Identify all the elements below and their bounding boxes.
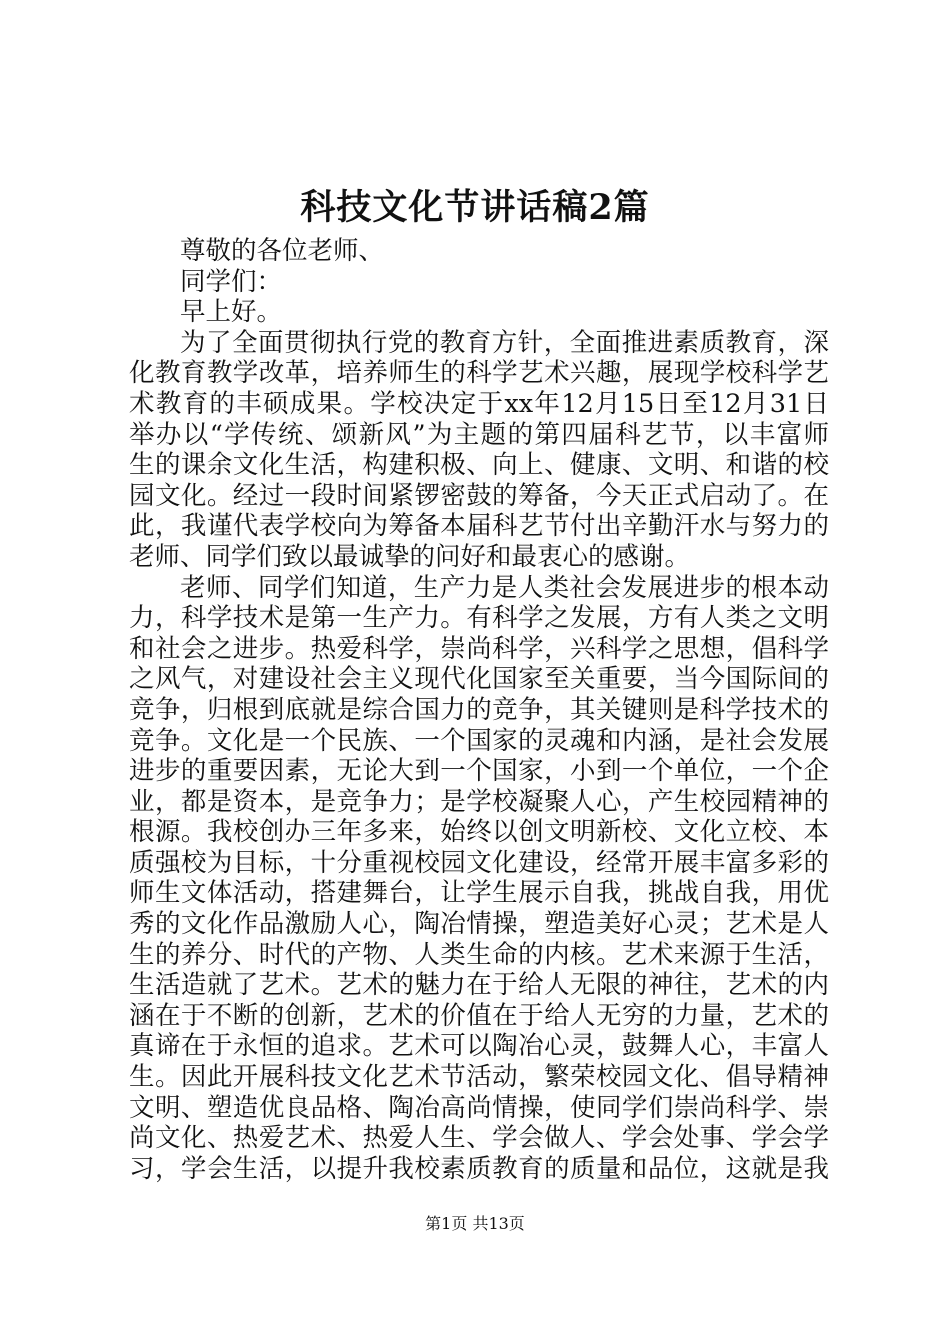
paragraph-line: 尚文化、热爱艺术、热爱人生、学会做人、学会处事、学会学 — [129, 1123, 829, 1154]
paragraph-line: 术教育的丰硕成果。学校决定于xx年12月15日至12月31日 — [129, 388, 829, 419]
paragraph-line: 竞争，归根到底就是综合国力的竞争，其关键则是科学技术的 — [129, 694, 829, 725]
greeting-line: 早上好。 — [180, 297, 283, 328]
paragraph-line: 根源。我校创办三年多来，始终以创文明新校、文化立校、本 — [129, 817, 829, 848]
paragraph-line: 秀的文化作品激励人心，陶冶情操，塑造美好心灵；艺术是人 — [129, 909, 829, 940]
paragraph-line: 文明、塑造优良品格、陶冶高尚情操，使同学们崇尚科学、崇 — [129, 1092, 829, 1123]
paragraph-line: 质强校为目标，十分重视校园文化建设，经常开展丰富多彩的 — [129, 847, 829, 878]
paragraph-line: 生活造就了艺术。艺术的魅力在于给人无限的神往，艺术的内 — [129, 970, 829, 1001]
paragraph-line: 老师、同学们致以最诚挚的问好和最衷心的感谢。 — [129, 541, 691, 572]
document-body — [129, 236, 829, 1184]
paragraph-line: 业，都是资本，是竞争力；是学校凝聚人心，产生校园精神的 — [129, 786, 829, 817]
paragraph-line: 和社会之进步。热爱科学，崇尚科学，兴科学之思想，倡科学 — [129, 633, 829, 664]
greeting-line: 同学们： — [180, 266, 283, 297]
paragraph-line: 涵在于不断的创新，艺术的价值在于给人无穷的力量，艺术的 — [129, 1000, 829, 1031]
paragraph-line: 进步的重要因素，无论大到一个国家，小到一个单位，一个企 — [129, 756, 829, 787]
paragraph-line: 园文化。经过一段时间紧锣密鼓的筹备，今天正式启动了。在 — [129, 480, 829, 511]
paragraph-line: 为了全面贯彻执行党的教育方针，全面推进素质教育，深 — [180, 327, 829, 358]
paragraph-line: 力，科学技术是第一生产力。有科学之发展，方有人类之文明 — [129, 603, 829, 634]
paragraph-line: 习，学会生活，以提升我校素质教育的质量和品位，这就是我 — [129, 1153, 829, 1184]
paragraph-line: 之风气，对建设社会主义现代化国家至关重要，当今国际间的 — [129, 664, 829, 695]
paragraph-line: 化教育教学改革，培养师生的科学艺术兴趣，展现学校科学艺 — [129, 358, 829, 389]
paragraph-line: 真谛在于永恒的追求。艺术可以陶冶心灵，鼓舞人心，丰富人 — [129, 1031, 829, 1062]
document-title: 科技文化节讲话稿2篇 — [300, 187, 650, 228]
greeting-line: 尊敬的各位老师、 — [180, 236, 385, 266]
paragraph-line: 竞争。文化是一个民族、一个国家的灵魂和内涵，是社会发展 — [129, 725, 829, 756]
paragraph-line: 生。因此开展科技文化艺术节活动，繁荣校园文化、倡导精神 — [129, 1062, 829, 1093]
paragraph-2 — [129, 573, 829, 1185]
paragraph-1 — [129, 328, 829, 573]
paragraph-line: 此，我谨代表学校向为筹备本届科艺节付出辛勤汗水与努力的 — [129, 511, 829, 542]
page-footer: 第1页 共13页 — [425, 1214, 525, 1233]
paragraph-line: 举办以“学传统、颂新风”为主题的第四届科艺节，以丰富师 — [129, 419, 829, 450]
paragraph-line: 生的养分、时代的产物、人类生命的内核。艺术来源于生活， — [129, 939, 829, 970]
paragraph-line: 师生文体活动，搭建舞台，让学生展示自我，挑战自我，用优 — [129, 878, 829, 909]
paragraph-line: 生的课余文化生活，构建积极、向上、健康、文明、和谐的校 — [129, 450, 829, 481]
paragraph-line: 老师、同学们知道，生产力是人类社会发展进步的根本动 — [180, 572, 829, 603]
